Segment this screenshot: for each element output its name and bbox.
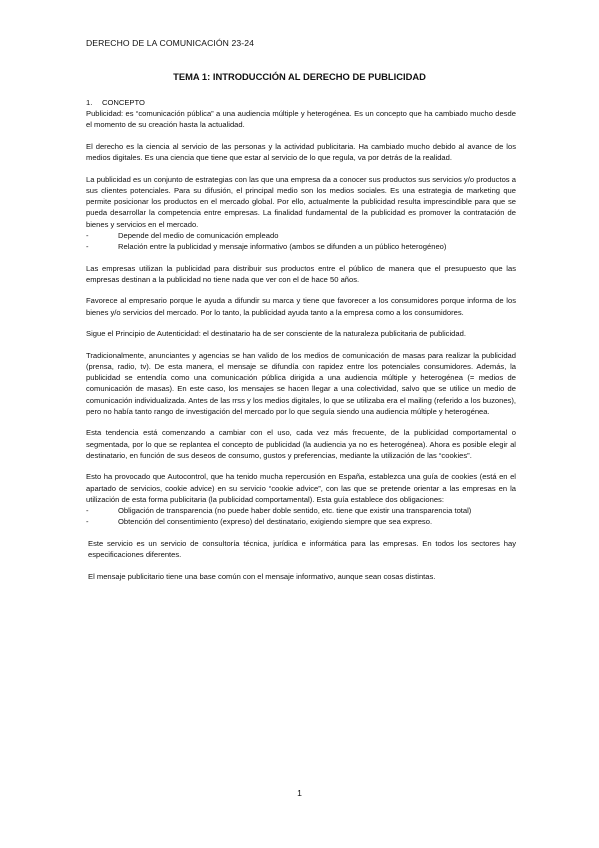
list-bullet: - bbox=[86, 230, 89, 240]
paragraph: Sigue el Principio de Autenticidad: el destinatario ha de ser consciente de la naturaleza publicitaria de publicidad. bbox=[86, 329, 466, 339]
list-bullet: - bbox=[86, 242, 89, 252]
paragraph: Tradicionalmente, anunciantes y agencias se han valido de los medios de comunicación de masas para realizar la publicidad (prensa, radio, tv). De esta manera, el mensaje se difundía con rapidez entre los potenciales consumidores. Además, la publicidad se entendía como una comunicación pública dirigida a una audiencia múltiple y heterogénea (= medios de comunicación de masas). En este caso, los mensajes se hacen llegar a una colectividad, salvo que se utilice un medio de comunicación individualizada. Antes de las rrss y los medios digitales, lo que se utilizaba era el mailing (referido a los buzones), pero no había tanto rango de investigación del mercado por lo que seguía siendo una audiencia múltiple y heterogénea. bbox=[86, 350, 516, 416]
list-item bbox=[86, 230, 516, 241]
paragraph: Las empresas utilizan la publicidad para distribuir sus productos entre el público de manera que el presupuesto que las empresas destinan a la publicidad no tiene nada que ver con el de hace 50 años. bbox=[86, 263, 516, 284]
bullet-list bbox=[86, 505, 516, 527]
list-item-text: Depende del medio de comunicación empleado bbox=[118, 230, 279, 240]
list-item-text: Relación entre la publicidad y mensaje informativo (ambos se difunden a un público heterogéneo) bbox=[118, 242, 447, 252]
list-item-text: Obligación de transparencia (no puede haber doble sentido, etc. tiene que existir una transparencia total) bbox=[118, 506, 472, 516]
section-title: CONCEPTO bbox=[102, 98, 145, 107]
page-number: 1 bbox=[297, 788, 302, 798]
paragraph: Esta tendencia está comenzando a cambiar con el uso, cada vez más frecuente, de la publicidad comportamental o segmentada, por lo que se replantea el concepto de publicidad (la audiencia ya no es heterogénea). Ahora es posible elegir al destinatario, en función de sus deseos de consumo, gustos y preferencias, mediante la utilización de las “cookies”. bbox=[86, 428, 516, 460]
list-bullet: - bbox=[86, 506, 89, 516]
list-item-text: Obtención del consentimiento (expreso) del destinatario, exigiendo siempre que sea expreso. bbox=[118, 517, 433, 527]
paragraph: El derecho es la ciencia al servicio de las personas y la actividad publicitaria. Ha cambiado mucho debido al avance de los medios digitales. Es una ciencia que tiene que estar al servicio de lo que regula, va por detrás de la realidad. bbox=[86, 142, 516, 163]
section-heading bbox=[86, 97, 516, 108]
paragraph: La publicidad es un conjunto de estrategias con las que una empresa da a conocer sus productos sus servicios y/o productos a sus clientes potenciales. Para su difusión, el principal medio son los medios sociales. Es una estrategia de marketing que permite posicionar los productos en el mercado global. Por ello, actualmente la publicidad resulta imprescindible para que se pueda desarrollar la competencia entre empresas. La finalidad fundamental de la publicidad es promover la contratación de bienes y servicios en el mercado. bbox=[86, 174, 516, 229]
document-body bbox=[86, 97, 516, 592]
bullet-list bbox=[86, 230, 516, 252]
paragraph: Esto ha provocado que Autocontrol, que ha tenido mucha repercusión en España, establezca una guía de cookies (está en el apartado de servicios, cookie advice) en su servicio “cookie advice”, con las que se pretende orientar a las empresas en la utilización de esta forma publicitaria (la publicidad comportamental). Esta guía establece dos obligaciones: bbox=[86, 472, 516, 504]
document-title: TEMA 1: INTRODUCCIÓN AL DERECHO DE PUBLICIDAD bbox=[173, 71, 426, 82]
paragraph: El mensaje publicitario tiene una base común con el mensaje informativo, aunque sean cosas distintas. bbox=[88, 571, 436, 581]
paragraph: Favorece al empresario porque le ayuda a difundir su marca y tiene que favorecer a los consumidores porque informa de los bienes y/o servicios del mercado. Por lo tanto, la publicidad ayuda tanto a la empresa como a los consumidores. bbox=[86, 296, 516, 317]
list-item bbox=[86, 505, 516, 516]
paragraph: Publicidad: es “comunicación pública” a una audiencia múltiple y heterogénea. Es un concepto que ha cambiado mucho desde el momento de su creación hasta la actualidad. bbox=[86, 109, 516, 130]
list-item bbox=[86, 516, 516, 527]
section-number: 1. bbox=[86, 98, 93, 107]
list-item bbox=[86, 241, 516, 252]
running-header: DERECHO DE LA COMUNICACIÓN 23-24 bbox=[86, 38, 254, 48]
paragraph: Este servicio es un servicio de consultoría técnica, jurídica e informática para las empresas. En todos los sectores hay especificaciones diferentes. bbox=[88, 538, 516, 560]
list-bullet: - bbox=[86, 517, 89, 527]
